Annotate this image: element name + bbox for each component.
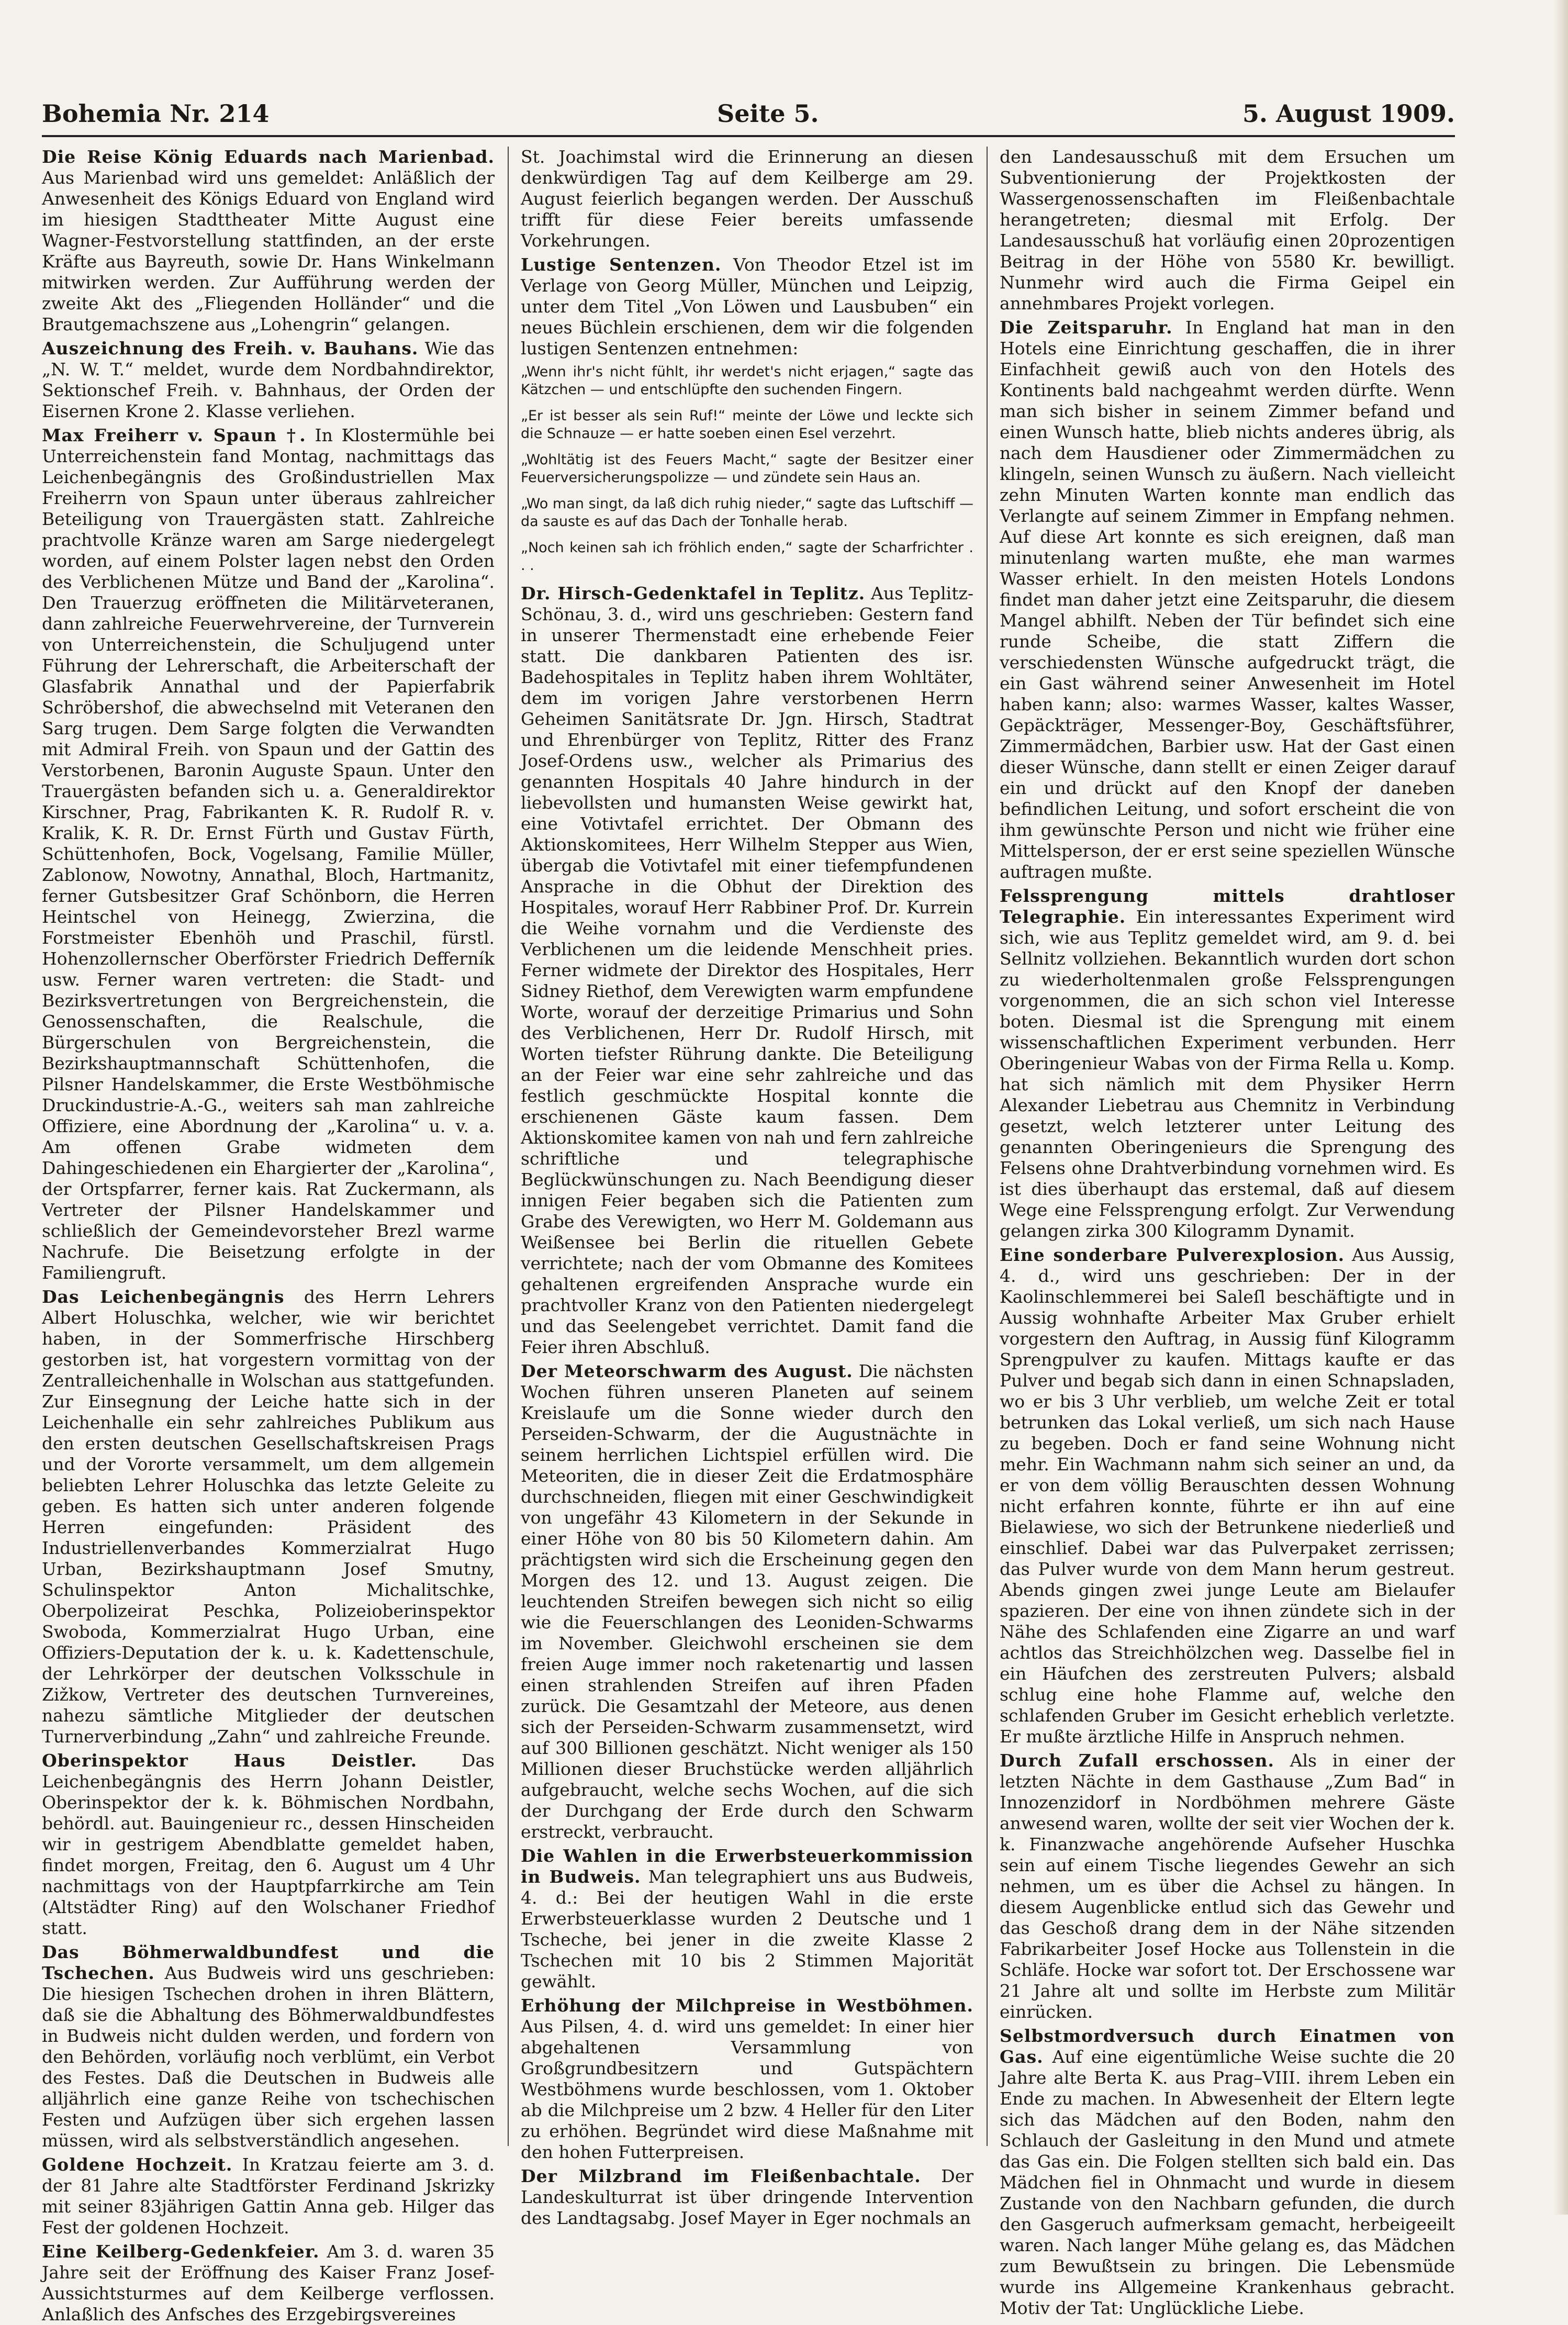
article [1000,1750,1455,2022]
article-headline: Die Wahlen in die Erwerbsteuerkommission in Budweis. [521,1846,973,1887]
article [1000,886,1455,1242]
article-headline: Lustige Sentenzen. [521,254,722,275]
article [1000,1245,1455,1747]
article [521,2166,973,2229]
article [42,2154,495,2238]
article-headline: Auszeichnung des Freih. v. Bauhans. [42,338,419,359]
article [42,147,495,335]
article [1000,2026,1455,2319]
article [1000,147,1455,314]
article-headline: Der Meteorschwarm des August. [521,1361,853,1381]
quote-line: „Er ist besser als sein Ruf!“ meinte der Löwe und leckte sich die Schnauze — er hatte soeben einen Esel verzehrt. [521,408,973,442]
article-body: Als in einer der letzten Nächte in dem Gasthause „Zum Bad“ in Innozenzidorf in Nordböhmen mehrere Gäste anwesend waren, wollte der seit vier Wochen der k. k. Finanzwache angehörende Aufseher Huschka sein auf einem Tische liegendes Gewehr an sich nehmen, um es über die Achsel zu hängen. In diesem Augenblicke entlud sich das Gewehr und das Geschoß drang dem in der Nähe sitzenden Fabrikarbeiter Josef Hocke aus Tollenstein in die Schläfe. Hocke war sofort tot. Der Erschossene war 21 Jahre alt und sollte im Herbste zum Militär einrücken. [1000,1750,1455,2022]
scan-edge-shadow [1554,0,1568,2215]
article-body: des Herrn Lehrers Albert Holuschka, welcher, wie wir berichtet haben, in der Sommerfrische Hirschberg gestorben ist, hat vorgestern vormittag von der Zentralleichenhalle in Wolschan aus stattgefunden. Zur Einsegnung der Leiche hatte sich in der Leichenhalle ein sehr zahlreiches Publikum aus den ersten deutschen Gesellschaftskreisen Prags und der Vororte versammelt, um dem allgemein beliebten Lehrer Holuschka das letzte Geleite zu geben. Es hatten sich unter anderen folgende Herren eingefunden: Präsident des Industriellenverbandes Kommerzialrat Hugo Urban, Bezirkshauptmann Josef Smutny, Schulinspektor Anton Michalitschke, Oberpolizeirat Peschka, Polizeioberinspektor Swoboda, Kommerzialrat Hugo Urban, eine Offiziers-Deputation der k. u. k. Kadettenschule, der Lehrkörper der deutschen Volksschule in Zižkow, Vertreter des deutschen Turnvereines, nahezu sämtliche Mitglieder der deutschen Turnerverbindung „Zahn“ und zahlreiche Freunde. [42,1287,495,1747]
article [42,1942,495,2151]
article-body: In Kratzau feierte am 3. d. der 81 Jahre alte Stadtförster Ferdinand Jskrizky mit seiner 83jährigen Gattin Anna geb. Hilger das Fest der goldenen Hochzeit. [42,2154,495,2238]
page-header [42,89,1455,141]
article [42,338,495,422]
article-headline: Dr. Hirsch-Gedenktafel in Teplitz. [521,583,866,603]
article-body: Man telegraphiert uns aus Budweis, 4. d.: Bei der heutigen Wahl in die erste Erwerbsteuerklasse wurden 2 Deutsche und 1 Tscheche, bei jener in die zweite Klasse 2 Tschechen mit 10 bis 2 Stimmen Majorität gewählt. [521,1866,974,1992]
article-body: In England hat man in den Hotels eine Einrichtung geschaffen, die in ihrer Einfachheit gewiß auch von den Hotels des Kontinents bald nachgeahmt werden dürfte. Wenn man sich bisher in seinem Zimmer befand und einen Wunsch hatte, blieb nichts anderes übrig, als nach dem Hausdiener oder Zimmermädchen zu klingeln, seinen Wunsch zu äußern. Nach vielleicht zehn Minuten Warten konnte man endlich das Verlangte auf seinem Zimmer in Empfang nehmen. Auf diese Art konnte es sich ereignen, daß man minutenlang warten mußte, ehe man warmes Wasser erhielt. In den meisten Hotels Londons findet man daher jetzt eine Zeitsparuhr, die diesem Mangel abhilft. Neben der Tür befindet sich eine runde Scheibe, die statt Ziffern die verschiedensten Wünsche aufgedruckt trägt, die ein Gast während seiner Anwesenheit im Hotel haben kann; also: warmes Wasser, kaltes Wasser, Gepäckträger, Messenger-Boy, Geschäftsführer, Zimmermädchen, Barbier usw. Hat der Gast einen dieser Wünsche, dann stellt er einen Zeiger darauf ein und drückt auf den Knopf der daneben befindlichen Leitung, und sofort erscheint die von ihm gewünschte Person und nicht wie früher eine Mittelsperson, der er erst seine speziellen Wünsche auftragen mußte. [1000,317,1455,882]
article-headline: Die Zeitsparuhr. [1000,317,1173,338]
article-headline: Max Freiherr v. Spaun †. [42,425,306,445]
header-publication: Bohemia Nr. 214 [42,99,270,128]
header-rule [42,135,1455,137]
article-headline: Der Milzbrand im Fleißenbachtale. [521,2166,921,2186]
article [521,254,973,359]
article-headline: Eine Keilberg-Gedenkfeier. [42,2241,320,2262]
article-body: Aus Budweis wird uns geschrieben: Die hiesigen Tschechen drohen in ihren Blättern, daß sie die Abhaltung des Böhmerwaldbundfestes in Budweis nicht dulden werden, und fordern von den Behörden, vorläufig noch verblümt, ein Verbot des Festes. Daß die Deutschen in Budweis alle alljährlich eine ganze Reihe von tschechischen Festen und Aufzügen über sich ergehen lassen müssen, wird als selbstverständlich angesehen. [42,1963,495,2151]
article [42,1750,495,1939]
article-headline: Oberinspektor Haus Deistler. [42,1750,418,1771]
header-page-number: Seite 5. [717,99,819,128]
article-headline: Das Leichenbegängnis [42,1287,285,1307]
article-body: den Landesausschuß mit dem Ersuchen um Subventionierung der Projektkosten der Wassergenossenschaften im Fleißenbachtale herangetreten; diesmal mit Erfolg. Der Landesausschuß hat vorläufig einen 20prozentigen Beitrag in der Höhe von 5580 Kr. bewilligt. Nunmehr wird auch die Firma Geipel ein annehmbares Projekt vorlegen. [1000,147,1455,314]
article-headline: Eine sonderbare Pulverexplosion. [1000,1245,1345,1265]
article [521,147,973,251]
newspaper-page [42,73,1455,2324]
article-body: Aus Pilsen, 4. d. wird uns gemeldet: In einer hier abgehaltenen Versammlung von Großgrundbesitzern und Gutspächtern Westböhmens wurde beschlossen, vom 1. Oktober ab die Milchpreise um 2 bzw. 4 Heller für den Liter zu erhöhen. Begründet wird diese Maßnahme mit den hohen Futterpreisen. [521,2016,973,2162]
article-body: Wie das „N. W. T.“ meldet, wurde dem Nordbahndirektor, Sektionschef Freih. v. Bahnhaus, der Orden der Eisernen Krone 2. Klasse verliehen. [42,338,495,421]
article-headline: Selbstmordversuch durch Einatmen von Gas. [1000,2026,1455,2067]
column-divider [508,147,509,2146]
column-divider [987,147,988,2146]
article [42,1287,495,1747]
article-body: Aus Aussig, 4. d., wird uns geschrieben: Der in der Kaolinschlemmerei bei Saleſl beschäftigte und in Aussig wohnhafte Arbeiter Max Gruber erhielt vorgestern den Auftrag, in Aussig fünf Kilogramm Sprengpulver zu kaufen. Mittags kaufte er das Pulver und begab sich dann in einen Schnapsladen, wo er bis 3 Uhr verblieb, um welche Zeit er total betrunken das Lokal verließ, um sich nach Hause zu begeben. Doch er fand seine Wohnung nicht mehr. Ein Wachmann nahm sich seiner an und, da er von dem völlig Berauschten dessen Wohnung nicht erfahren konnte, führte er ihn auf eine Bielawiese, wo sich der Betrunkene niederließ und einschlief. Dabei war das Pulverpaket zerrissen; das Pulver wurde von dem Mann herum gestreut. Abends gingen zwei junge Leute am Bielaufer spazieren. Der eine von ihnen zündete sich in der Nähe des Schlafenden eine Zigarre an und warf achtlos das Streichhölzchen weg. Dasselbe fiel in ein Häufchen des zerstreuten Pulvers; alsbald schlug eine hohe Flamme auf, welche den schlafenden Gruber im Gesicht erheblich verletzte. Er mußte ärztliche Hilfe in Anspruch nehmen. [1000,1245,1455,1747]
article-body: Auf eine eigentümliche Weise suchte die 20 Jahre alte Berta K. aus Prag–VIII. ihrem Leben ein Ende zu machen. In Abwesenheit der Eltern legte sich das Mädchen auf den Boden, nahm den Schlauch der Gasleitung in den Mund und atmete das Gas ein. Die Folgen stellten sich bald ein. Das Mädchen fiel in Ohnmacht und wurde in diesem Zustande von den Nachbarn gefunden, die durch den Gasgeruch aufmerksam gemacht, herbeigeeilt waren. Nach langer Mühe gelang es, das Mädchen zum Bewußtsein zu bringen. Die Lebensmüde wurde ins Allgemeine Krankenhaus gebracht. Motiv der Tat: Unglückliche Liebe. [1000,2047,1455,2318]
article [521,583,973,1358]
quote-line: „Wohltätig ist des Feuers Macht,“ sagte der Besitzer einer Feuerversicherungspolizze — und zündete sein Haus an. [521,452,973,486]
article-body: Ein interessantes Experiment wird sich, wie aus Teplitz gemeldet wird, am 9. d. bei Sellnitz vollziehen. Bekanntlich wurden dort schon zu wiederholtenmalen große Felssprengungen vorgenommen, die an sich schon viel Interesse boten. Diesmal ist die Sprengung mit einem wissenschaftlichen Experiment verbunden. Herr Oberingenieur Wabas von der Firma Rella u. Komp. hat sich nämlich mit dem Physiker Herrn Alexander Liebetrau aus Chemnitz in Verbindung gesetzt, welch letzterer unter Leitung des genannten Oberingenieurs die Sprengung des Felsens ohne Drahtverbindung vornehmen wird. Es ist dies überhaupt das erstemal, daß auf diesem Wege eine Felssprengung erfolgt. Zur Verwendung gelangen zirka 300 Kilogramm Dynamit. [1000,907,1455,1241]
article-headline: Erhöhung der Milchpreise in Westböhmen. [521,1995,973,2016]
column-2 [521,147,974,2228]
column-1 [42,147,495,2324]
article-body: Am 3. d. waren 35 Jahre seit der Eröffnung des Kaiser Franz Josef-Aussichtsturmes auf dem Keilberge verflossen. Anlaßlich des Anfsches des Erzgebirgsvereines [42,2241,495,2324]
article-body: Aus Marienbad wird uns gemeldet: Anläßlich der Anwesenheit des Königs Eduard von England wird im hiesigen Stadttheater Mitte August eine Wagner-Festvorstellung stattfinden, an der erste Kräfte aus Bayreuth, sowie Dr. Hans Winkelmann mitwirken werden. Zur Aufführung werden der zweite Akt des „Fliegenden Holländer“ und die Brautgemachszene aus „Lohengrin“ gelangen. [42,167,495,334]
article [521,1846,973,1992]
article-body: Der Landeskulturrat ist über dringende Intervention des Landtagsabg. Josef Mayer in Eger nochmals an [521,2166,973,2228]
header-date: 5. August 1909. [1242,99,1455,128]
article [42,425,495,1283]
article-body: Aus Teplitz-Schönau, 3. d., wird uns geschrieben: Gestern fand in unserer Thermenstadt eine erhebende Feier statt. Die dankbaren Patienten des isr. Badehospitales in Teplitz haben ihrem Wohltäter, dem im vorigen Jahre verstorbenen Herrn Geheimen Sanitätsrate Dr. Jgn. Hirsch, Stadtrat und Ehrenbürger von Teplitz, Ritter des Franz Josef-Ordens usw., welcher als Primarius des genannten Hospitals 40 Jahre hindurch in der liebevollsten und humansten Weise gewirkt hat, eine Votivtafel errichtet. Der Obmann des Aktionskomitees, Herr Wilhelm Stepper aus Wien, übergab die Votivtafel mit einer tiefempfundenen Ansprache in die Obhut der Direktion des Hospitales, worauf Herr Rabbiner Prof. Dr. Kurrein die Weihe vornahm und die Verdienste des Verblichenen um die leidende Menschheit pries. Ferner widmete der Direktor des Hospitales, Herr Sidney Riethof, dem Verewigten warm empfundene Worte, worauf der derzeitige Primarius und Sohn des Verblichenen, Herr Dr. Rudolf Hirsch, mit Worten tiefster Rührung dankte. Die Beteiligung an der Feier war eine sehr zahlreiche und das festlich geschmückte Hospital konnte die erschienenen Gäste kaum fassen. Dem Aktionskomitee kamen von nah und fern zahlreiche schriftliche und telegraphische Beglückwünschungen zu. Nach Beendigung dieser innigen Feier begaben sich die Patienten zum Grabe des Verewigten, wo Herr M. Goldemann aus Weißensee bei Berlin die rituellen Gebete verrichtete; nach der vom Obmanne des Komitees gehaltenen ergreifenden Ansprache wurde ein prachtvoller Kranz von den Patienten niedergelegt und das Seelengebet verrichtet. Damit fand die Feier ihren Abschluß. [521,583,973,1357]
article-body: Von Theodor Etzel ist im Verlage von Georg Müller, München und Leipzig, unter dem Titel „Von Löwen und Lausbuben“ ein neues Büchlein erschienen, dem wir die folgenden lustigen Sentenzen entnehmen: [521,254,973,359]
article-headline: Felssprengung mittels drahtloser Telegraphie. [1000,886,1455,927]
article-body: In Klostermühle bei Unterreichenstein fand Montag, nachmittags das Leichenbegängnis des Großindustriellen Max Freiherrn von Spaun unter überaus zahlreicher Beteiligung von Trauergästen statt. Zahlreiche prachtvolle Kränze waren am Sarge niedergelegt worden, auf einem Polster lagen nebst den Orden des Verblichenen Mütze und Band der „Karolina“. Den Trauerzug eröffneten die Militärveteranen, dann zahlreiche Feuerwehrvereine, der Turnverein von Unterreichenstein, die Schuljugend unter Führung der Lehrerschaft, die Arbeiterschaft der Glasfabrik Annathal und der Papierfabrik Schröbershof, die abwechselnd mit Veteranen den Sarg trugen. Dem Sarge folgten die Verwandten mit Admiral Freih. von Spaun und der Gattin des Verstorbenen, Baronin Auguste Spaun. Unter den Trauergästen befanden sich u. a. Generaldirektor Kirschner, Prag, Fabrikanten K. R. Rudolf R. v. Kralik, K. R. Dr. Ernst Fürth und Gustav Fürth, Schüttenhofen, Bock, Vogelsang, Familie Müller, Zablonow, Nowotny, Annathal, Bloch, Hartmanitz, ferner Gutsbesitzer Graf Schönborn, die Herren Heintschel von Heinegg, Zwierzina, die Forstmeister Ebenhöh und Praschil, fürstl. Hohenzollernscher Oberförster Friedrich Defferník usw. Ferner waren vertreten: die Stadt- und Bezirksvertretungen von Bergreichenstein, die Genossenschaften, die Realschule, die Bürgerschulen von Bergreichenstein, die Bezirkshauptmannschaft Schüttenhofen, die Pilsner Handelskammer, die Erste Westböhmische Druckindustrie-A.-G., weiters sah man zahlreiche Offiziere, eine Abordnung der „Karolina“ u. v. a. Am offenen Grabe widmeten dem Dahingeschiedenen ein Ehargierter der „Karolina“, der Ortspfarrer, ferner kais. Rat Zuckermann, als Vertreter der Pilsner Handelskammer und schließlich der Gemeindevorsteher Brezl warme Nachrufe. Die Beisetzung erfolgte in der Familiengruft. [42,425,495,1283]
column-3 [1000,147,1455,2318]
article-headline: Das Böhmerwaldbundfest und die Tschechen. [42,1942,495,1983]
quote-line: „Noch keinen sah ich fröhlich enden,“ sagte der Scharfrichter . . . [521,540,973,574]
article [1000,317,1455,882]
article-headline: Durch Zufall erschossen. [1000,1750,1274,1771]
article-headline: Goldene Hochzeit. [42,2154,233,2175]
sentence-quotes [521,363,973,575]
quote-line: „Wo man singt, da laß dich ruhig nieder,“ sagte das Luftschiff — da sauste es auf das Dach der Tonhalle herab. [521,496,973,530]
article [521,1361,973,1842]
article [42,2241,495,2325]
article [521,1995,973,2163]
quote-line: „Wenn ihr's nicht fühlt, ihr werdet's nicht erjagen,“ sagte das Kätzchen — und entschlüpfte den suchenden Fingern. [521,364,973,398]
article-headline: Die Reise König Eduards nach Marienbad. [42,147,495,167]
article-body: Die nächsten Wochen führen unseren Planeten auf seinem Kreislaufe um die Sonne wieder durch den Perseiden-Schwarm, der die Augustnächte in seinem herrlichen Lichtspiel erfüllen wird. Die Meteoriten, die in dieser Zeit die Erdatmosphäre durchschneiden, fliegen mit einer Geschwindigkeit von ungefähr 43 Kilometern in der Sekunde in einer Höhe von 80 bis 50 Kilometern dahin. Am prächtigsten wird sich die Erscheinung gegen den Morgen des 12. und 13. August zeigen. Die leuchtenden Streifen bewegen sich nicht so eilig wie die Feuerschlangen des Leoniden-Schwarms im November. Gleichwohl erscheinen sie dem freien Auge immer noch raketenartig und lassen einen strahlenden Streifen auf ihren Pfaden zurück. Die Gesamtzahl der Meteore, aus denen sich der Perseiden-Schwarm zusammensetzt, wird auf 300 Billionen geschätzt. Nicht weniger als 150 Millionen dieser Bruchstücke werden alljährlich aufgebraucht, welche sechs Wochen, auf die sich der Durchgang der Erde durch den Schwarm erstreckt, verbraucht. [521,1361,973,1842]
article-body: St. Joachimstal wird die Erinnerung an diesen denkwürdigen Tag auf dem Keilberge am 29. August feierlich begangen werden. Der Ausschuß trifft für diese Feier bereits umfassende Vorkehrungen. [521,147,973,251]
article-body: Das Leichenbegängnis des Herrn Johann Deistler, Oberinspektor der k. k. Böhmischen Nordbahn, behördl. aut. Bauingenieur rc., dessen Hinscheiden wir in gestrigem Abendblatte gemeldet haben, findet morgen, Freitag, den 6. August um 4 Uhr nachmittags von der Hauptpfarrkirche am Tein (Altstädter Ring) auf den Wolschaner Friedhof statt. [42,1750,495,1938]
